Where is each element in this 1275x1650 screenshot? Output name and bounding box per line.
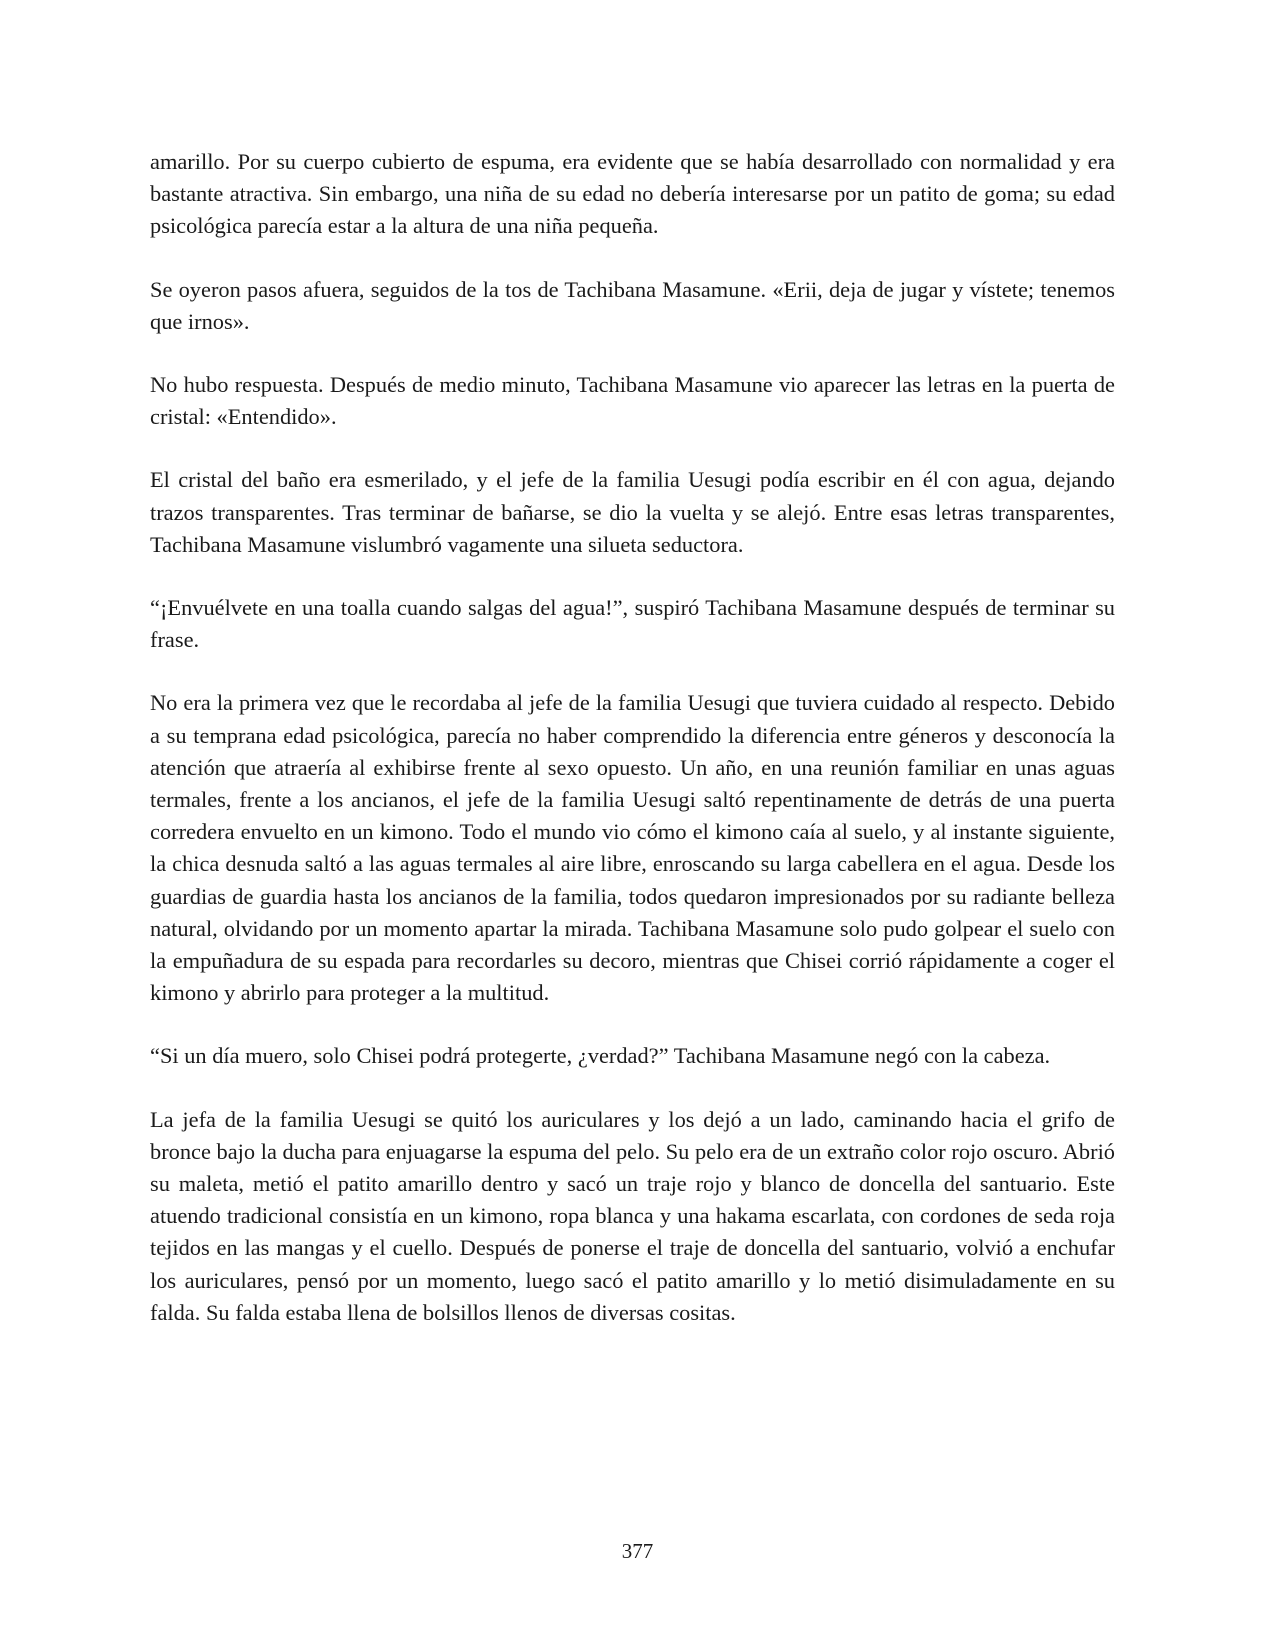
paragraph-1: amarillo. Por su cuerpo cubierto de espuma, era evidente que se había desarrollado con normalidad y era bastante atractiva. Sin embargo, una niña de su edad no debería interesarse por un patito de goma; su edad psicológica parecía estar a la altura de una niña pequeña. <box>150 149 1115 239</box>
page-number: 377 <box>621 1539 654 1563</box>
paragraph-3: No hubo respuesta. Después de medio minuto, Tachibana Masamune vio aparecer las letras en la puerta de cristal: «Entendido». <box>150 372 1115 430</box>
paragraph-8: La jefa de la familia Uesugi se quitó los auriculares y los dejó a un lado, caminando hacia el grifo de bronce bajo la ducha para enjuagarse la espuma del pelo. Su pelo era de un extraño color rojo oscuro. Abrió su maleta, metió el patito amarillo dentro y sacó un traje rojo y blanco de doncella del santuario. Este atuendo tradicional consistía en un kimono, ropa blanca y una hakama escarlata, con cordones de seda roja tejidos en las mangas y el cuello. Después de ponerse el traje de doncella del santuario, volvió a enchufar los auriculares, pensó por un momento, luego sacó el patito amarillo y lo metió disimuladamente en su falda. Su falda estaba llena de bolsillos llenos de diversas cositas. <box>150 1106 1115 1325</box>
paragraph-2: Se oyeron pasos afuera, seguidos de la tos de Tachibana Masamune. «Erii, deja de jugar y vístete; tenemos que irnos». <box>150 276 1115 334</box>
body-text <box>150 146 1115 1360</box>
paragraph-7: “Si un día muero, solo Chisei podrá protegerte, ¿verdad?” Tachibana Masamune negó con la cabeza. <box>150 1043 1051 1069</box>
paragraph-5: “¡Envuélvete en una toalla cuando salgas del agua!”, suspiró Tachibana Masamune después de terminar su frase. <box>150 595 1115 653</box>
paragraph-6: No era la primera vez que le recordaba al jefe de la familia Uesugi que tuviera cuidado al respecto. Debido a su temprana edad psicológica, parecía no haber comprendido la diferencia entre géneros y desconocía la atención que atraería al exhibirse frente al sexo opuesto. Un año, en una reunión familiar en unas aguas termales, frente a los ancianos, el jefe de la familia Uesugi saltó repentinamente de detrás de una puerta corredera envuelto en un kimono. Todo el mundo vio cómo el kimono caía al suelo, y al instante siguiente, la chica desnuda saltó a las aguas termales al aire libre, enroscando su larga cabellera en el agua. Desde los guardias de guardia hasta los ancianos de la familia, todos quedaron impresionados por su radiante belleza natural, olvidando por un momento apartar la mirada. Tachibana Masamune solo pudo golpear el suelo con la empuñadura de su espada para recordarles su decoro, mientras que Chisei corrió rápidamente a coger el kimono y abrirlo para proteger a la multitud. <box>150 690 1115 1006</box>
paragraph-4: El cristal del baño era esmerilado, y el jefe de la familia Uesugi podía escribir en él con agua, dejando trazos transparentes. Tras terminar de bañarse, se dio la vuelta y se alejó. Entre esas letras transparentes, Tachibana Masamune vislumbró vagamente una silueta seductora. <box>150 467 1115 557</box>
